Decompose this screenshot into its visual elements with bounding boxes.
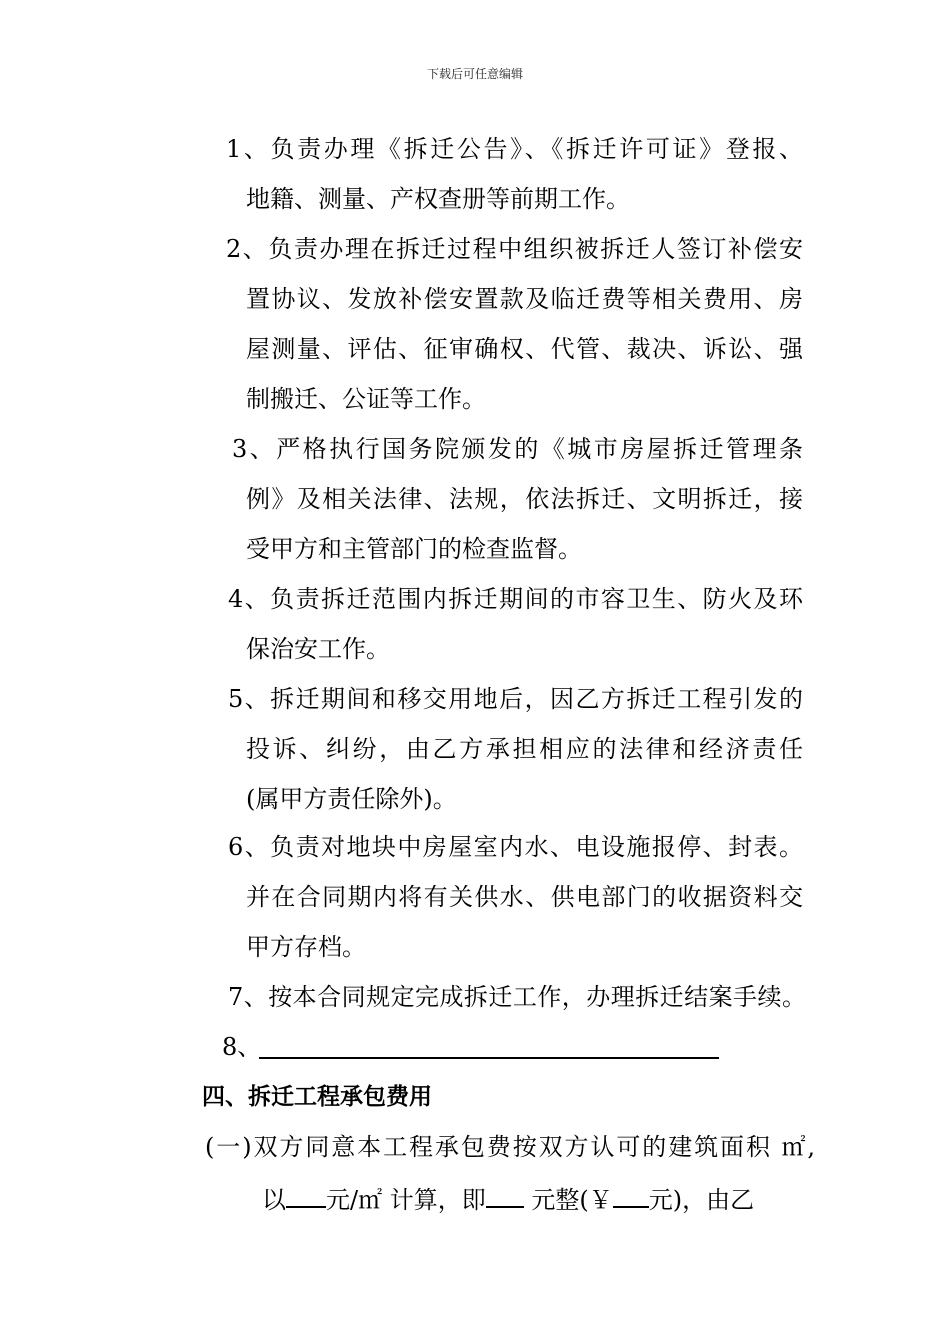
item-3-line-1: 3、严格执行国务院颁发的《城市房屋拆迁管理条	[232, 435, 803, 463]
item-5-line-3: (属甲方责任除外)。	[246, 785, 457, 813]
item-2-line-2: 置协议、发放补偿安置款及临迁费等相关费用、房	[246, 285, 803, 313]
page-header: 下载后可任意编辑	[426, 67, 523, 81]
total-amount-figure-blank	[613, 1182, 649, 1208]
item-4-line-1: 4、负责拆迁范围内拆迁期间的市容卫生、防火及环	[228, 585, 803, 613]
item-3-line-3: 受甲方和主管部门的检查监督。	[246, 535, 582, 563]
item-2-line-1: 2、负责办理在拆迁过程中组织被拆迁人签订补偿安	[226, 235, 803, 263]
item-6-line-3: 甲方存档。	[246, 933, 366, 961]
item-3-line-2: 例》及相关法律、法规，依法拆迁、文明拆迁，接	[246, 485, 803, 513]
item-2-line-4: 制搬迁、公证等工作。	[246, 385, 486, 413]
item-4-line-2: 保治安工作。	[246, 635, 390, 663]
item-5-line-2: 投诉、纠纷，由乙方承担相应的法律和经济责任	[246, 735, 803, 763]
section-4-clause-1-line-1: (一)双方同意本工程承包费按双方认可的建筑面积 ㎡,	[205, 1133, 815, 1161]
section-4-title: 四、拆迁工程承包费用	[202, 1084, 432, 1110]
item-8-number: 8、	[222, 1033, 262, 1061]
clause-1-text-part-2: 元/㎡ 计算，即	[326, 1186, 486, 1214]
item-8-blank-underline	[259, 1057, 719, 1059]
item-8-line-1	[222, 1032, 261, 1062]
clause-1-text-part-4: 元)，由乙	[648, 1186, 755, 1214]
item-7-line-1: 7、按本合同规定完成拆迁工作，办理拆迁结案手续。	[228, 983, 806, 1011]
item-6-line-2: 并在合同期内将有关供水、供电部门的收据资料交	[246, 883, 803, 911]
item-6-line-1: 6、负责对地块中房屋室内水、电设施报停、封表。	[228, 833, 803, 861]
section-4-clause-1-line-2	[262, 1182, 754, 1215]
clause-1-text-part-3: 元整(￥	[523, 1186, 613, 1214]
item-1-line-2: 地籍、测量、产权查册等前期工作。	[246, 185, 630, 213]
item-5-line-1: 5、拆迁期间和移交用地后，因乙方拆迁工程引发的	[228, 685, 803, 713]
item-1-line-1: 1、负责办理《拆迁公告》、《拆迁许可证》登报、	[226, 135, 803, 163]
total-amount-blank	[486, 1182, 524, 1208]
item-2-line-3: 屋测量、评估、征审确权、代管、裁决、诉讼、强	[246, 335, 803, 363]
unit-price-blank	[286, 1182, 326, 1208]
clause-1-text-part-1: 以	[262, 1186, 286, 1214]
